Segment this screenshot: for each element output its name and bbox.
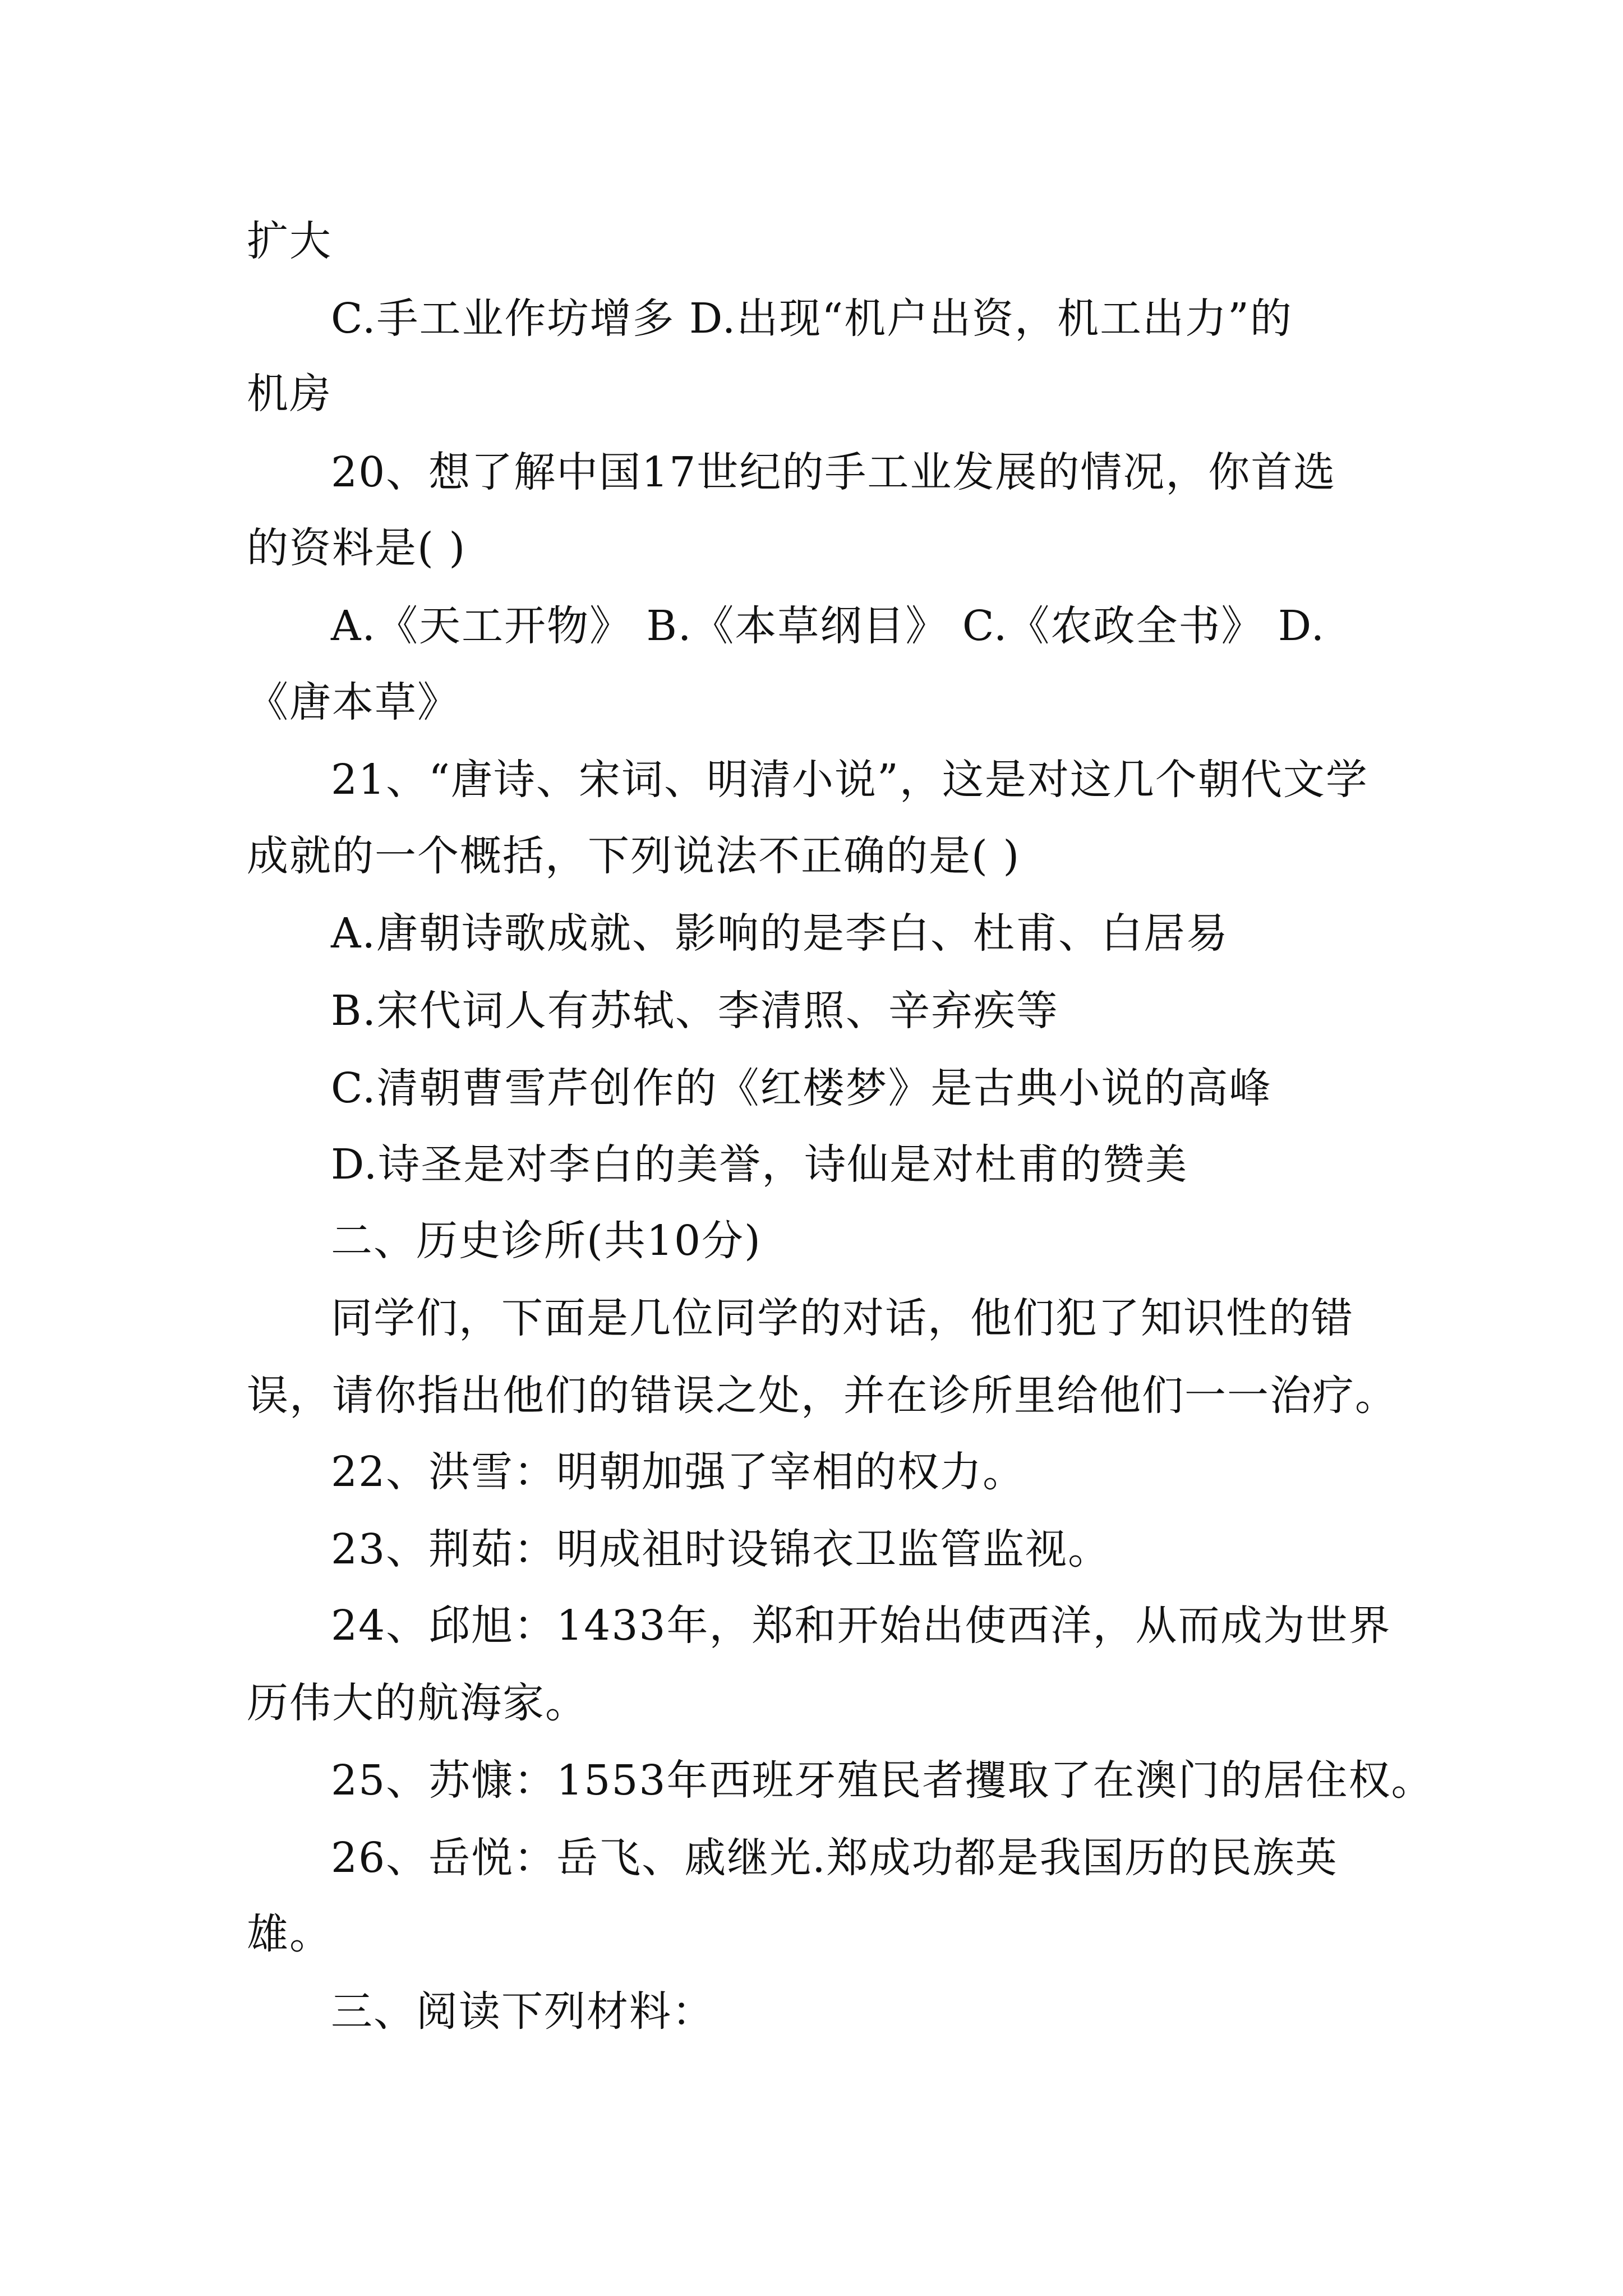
question-26: 26、岳悦：岳飞、戚继光.郑成功都是我国历的民族英 xyxy=(331,1834,1338,1882)
text-line: 《唐本草》 xyxy=(247,678,460,726)
option-line: A.《天工开物》 B.《本草纲目》 C.《农政全书》 D. xyxy=(331,602,1326,650)
option-d: D.诗圣是对李白的美誉，诗仙是对杜甫的赞美 xyxy=(331,1140,1188,1189)
text-line: 雄。 xyxy=(247,1910,332,1958)
text-line: 机房 xyxy=(247,370,332,418)
option-a: A.唐朝诗歌成就、影响的是李白、杜甫、白居易 xyxy=(331,909,1229,958)
question-23: 23、荆茹：明成祖时设锦衣卫监管监视。 xyxy=(331,1525,1111,1573)
section-heading: 二、历史诊所(共10分) xyxy=(331,1217,762,1265)
question-21: 21、“唐诗、宋词、明清小说”，这是对这几个朝代文学 xyxy=(331,756,1368,804)
option-line: C.手工业作坊增多 D.出现“机户出资，机工出力”的 xyxy=(331,295,1293,343)
text-line: 成就的一个概括，下列说法不正确的是( ) xyxy=(247,832,1021,880)
option-c: C.清朝曹雪芹创作的《红楼梦》是古典小说的高峰 xyxy=(331,1064,1272,1112)
paragraph-line: 误，请你指出他们的错误之处，并在诊所里给他们一一治疗。 xyxy=(247,1372,1398,1420)
text-line: 的资料是( ) xyxy=(247,524,467,572)
text-line: 扩大 xyxy=(247,217,332,265)
section-heading: 三、阅读下列材料： xyxy=(331,1987,714,2036)
text-line: 历伟大的航海家。 xyxy=(247,1679,588,1727)
question-25: 25、苏慷：1553年西班牙殖民者攫取了在澳门的居住权。 xyxy=(331,1756,1434,1805)
option-b: B.宋代词人有苏轼、李清照、辛弃疾等 xyxy=(331,987,1059,1035)
paragraph-line: 同学们，下面是几位同学的对话，他们犯了知识性的错 xyxy=(331,1294,1354,1342)
question-22: 22、洪雪：明朝加强了宰相的权力。 xyxy=(331,1448,1026,1496)
question-20: 20、想了解中国17世纪的手工业发展的情况，你首选 xyxy=(331,448,1336,496)
question-24: 24、邱旭：1433年，郑和开始出使西洋，从而成为世界 xyxy=(331,1602,1391,1650)
